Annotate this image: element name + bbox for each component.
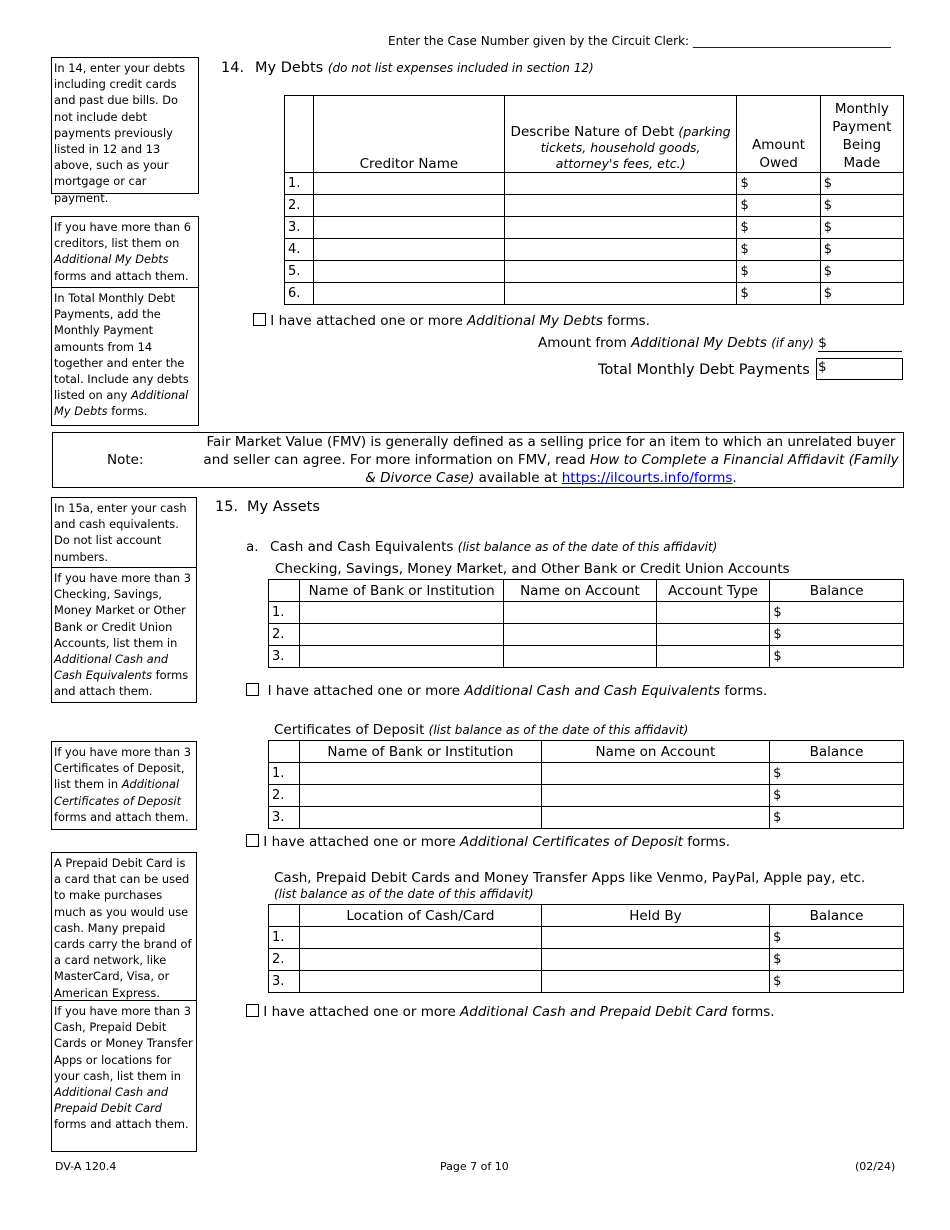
- cash-table: [268, 904, 904, 993]
- bank-name-cell[interactable]: [300, 602, 504, 624]
- cd-bank-name-cell[interactable]: [300, 807, 542, 829]
- ilcourts-link[interactable]: https://ilcourts.info/forms: [561, 470, 733, 486]
- form-date: (02/24): [855, 1160, 896, 1173]
- monthly-payment-cell[interactable]: $: [820, 261, 903, 283]
- row-number: 1.: [269, 763, 300, 785]
- table-row: [269, 807, 904, 829]
- table-row: [269, 602, 904, 624]
- case-number-line[interactable]: [388, 34, 891, 48]
- cd-balance-cell[interactable]: $: [770, 763, 904, 785]
- debt-description-cell[interactable]: [504, 173, 737, 195]
- col-amount-owed: Amount Owed: [737, 96, 820, 173]
- name-on-account-cell[interactable]: [504, 602, 657, 624]
- sidebar-note-more-cash: If you have more than 3 Cash, Prepaid Debit Cards or Money Transfer Apps or locations for your cash, list them in Additional Cash and Prepaid Debit Card forms and attach them.: [51, 1000, 197, 1152]
- bank-name-cell[interactable]: [300, 646, 504, 668]
- col-bank-name: Name of Bank or Institution: [300, 580, 504, 602]
- creditor-name-cell[interactable]: [314, 195, 505, 217]
- col-describe-debt: Describe Nature of Debt (parking tickets, household goods, attorney's fees, etc.): [504, 96, 737, 173]
- row-number: 3.: [269, 971, 300, 993]
- row-number: 6.: [285, 283, 314, 305]
- attach-bank-line: I have attached one or more Additional Cash and Cash Equivalents forms.: [246, 683, 767, 699]
- row-number: 2.: [269, 785, 300, 807]
- attach-debts-checkbox[interactable]: [253, 313, 266, 326]
- amount-from-additional-line: Amount from Additional My Debts (if any) $: [538, 335, 902, 352]
- cd-name-on-account-cell[interactable]: [541, 763, 769, 785]
- case-number-label: Enter the Case Number given by the Circuit Clerk:: [388, 34, 690, 48]
- col-location: Location of Cash/Card: [300, 905, 542, 927]
- table-row: [285, 217, 904, 239]
- table-row: [269, 927, 904, 949]
- row-number: 1.: [269, 927, 300, 949]
- sidebar-note-prepaid: A Prepaid Debit Card is a card that can be used to make purchases much as you would use cash. Many prepaid cards carry the brand of a card network, like MasterCard, Visa, or American Express.: [51, 852, 197, 1001]
- row-number: 2.: [269, 949, 300, 971]
- debt-description-cell[interactable]: [504, 261, 737, 283]
- name-on-account-cell[interactable]: [504, 624, 657, 646]
- col-cd-bank-name: Name of Bank or Institution: [300, 741, 542, 763]
- col-creditor-name: Creditor Name: [314, 96, 505, 173]
- balance-cell[interactable]: $: [770, 624, 904, 646]
- table-row: [269, 971, 904, 993]
- note-text: Fair Market Value (FMV) is generally defined as a selling price for an item to which an unrelated buyer and seller can agree. For more information on FMV, read How to Complete a Financial Affidavit (Family & Divorce Case) available at https://ilcourts.info/forms.: [203, 434, 899, 486]
- col-monthly-payment: Monthly Payment Being Made: [820, 96, 903, 173]
- sidebar-note-more-accounts: If you have more than 3 Checking, Savings, Money Market or Other Bank or Credit Union Accounts, list them in Additional Cash and Cash Equivalents forms and attach them.: [51, 567, 197, 703]
- attach-bank-checkbox[interactable]: [246, 683, 259, 696]
- section-15a-heading: a. Cash and Cash Equivalents (list balance as of the date of this affidavit): [246, 539, 718, 555]
- cash-caption: Cash, Prepaid Debit Cards and Money Transfer Apps like Venmo, PayPal, Apple pay, etc.: [274, 870, 866, 886]
- col-cd-name-on-account: Name on Account: [541, 741, 769, 763]
- cash-caption-note: (list balance as of the date of this affidavit): [274, 887, 534, 901]
- table-row: [269, 624, 904, 646]
- row-number: 5.: [285, 261, 314, 283]
- col-cash-balance: Balance: [770, 905, 904, 927]
- creditor-name-cell[interactable]: [314, 261, 505, 283]
- fmv-note-box: [52, 432, 904, 488]
- amount-owed-cell[interactable]: $: [737, 239, 820, 261]
- cd-bank-name-cell[interactable]: [300, 785, 542, 807]
- cash-balance-cell[interactable]: $: [770, 949, 904, 971]
- col-account-type: Account Type: [656, 580, 770, 602]
- table-row: [285, 239, 904, 261]
- debt-description-cell[interactable]: [504, 283, 737, 305]
- table-row: [269, 949, 904, 971]
- bank-name-cell[interactable]: [300, 624, 504, 646]
- section-14-heading: 14. My Debts (do not list expenses included in section 12): [221, 60, 594, 76]
- amount-from-additional-field[interactable]: $: [818, 335, 902, 352]
- table-row: [285, 283, 904, 305]
- debts-table: [284, 95, 904, 305]
- account-type-cell[interactable]: [656, 646, 770, 668]
- cd-caption: Certificates of Deposit (list balance as of the date of this affidavit): [274, 722, 689, 738]
- form-id: DV-A 120.4: [55, 1160, 117, 1173]
- row-number: 1.: [269, 602, 300, 624]
- creditor-name-cell[interactable]: [314, 239, 505, 261]
- debt-description-cell[interactable]: [504, 239, 737, 261]
- page-number: Page 7 of 10: [440, 1160, 509, 1173]
- note-label: Note:: [107, 452, 144, 468]
- balance-cell[interactable]: $: [770, 646, 904, 668]
- monthly-payment-cell[interactable]: $: [820, 217, 903, 239]
- debt-description-cell[interactable]: [504, 217, 737, 239]
- held-by-cell[interactable]: [541, 927, 769, 949]
- cd-balance-cell[interactable]: $: [770, 785, 904, 807]
- creditor-name-cell[interactable]: [314, 217, 505, 239]
- held-by-cell[interactable]: [541, 949, 769, 971]
- row-number: 3.: [269, 807, 300, 829]
- case-number-blank[interactable]: _________________________________: [692, 34, 891, 48]
- monthly-payment-cell[interactable]: $: [820, 239, 903, 261]
- amount-owed-cell[interactable]: $: [737, 283, 820, 305]
- debt-description-cell[interactable]: [504, 195, 737, 217]
- table-row: [285, 261, 904, 283]
- bank-accounts-table: [268, 579, 904, 668]
- amount-owed-cell[interactable]: $: [737, 261, 820, 283]
- bank-accounts-caption: Checking, Savings, Money Market, and Other Bank or Credit Union Accounts: [275, 561, 790, 577]
- amount-owed-cell[interactable]: $: [737, 217, 820, 239]
- table-row: [269, 763, 904, 785]
- sidebar-note-more-creditors: If you have more than 6 creditors, list them on Additional My Debts forms and attach them.: [51, 216, 199, 288]
- amount-owed-cell[interactable]: $: [737, 195, 820, 217]
- balance-cell[interactable]: $: [770, 602, 904, 624]
- cd-name-on-account-cell[interactable]: [541, 807, 769, 829]
- cash-location-cell[interactable]: [300, 971, 542, 993]
- col-cd-balance: Balance: [770, 741, 904, 763]
- creditor-name-cell[interactable]: [314, 173, 505, 195]
- attach-debts-line: I have attached one or more Additional My Debts forms.: [253, 313, 650, 329]
- cd-bank-name-cell[interactable]: [300, 763, 542, 785]
- cash-balance-cell[interactable]: $: [770, 927, 904, 949]
- total-debt-field[interactable]: $: [816, 358, 903, 380]
- section-15-heading: 15. My Assets: [215, 499, 320, 515]
- attach-cash-checkbox[interactable]: [246, 1004, 259, 1017]
- monthly-payment-cell[interactable]: $: [820, 283, 903, 305]
- col-name-on-account: Name on Account: [504, 580, 657, 602]
- col-balance: Balance: [770, 580, 904, 602]
- table-row: [285, 173, 904, 195]
- name-on-account-cell[interactable]: [504, 646, 657, 668]
- cash-location-cell[interactable]: [300, 927, 542, 949]
- sidebar-note-cash: In 15a, enter your cash and cash equivalents. Do not list account numbers.: [51, 497, 197, 568]
- sidebar-note-cd: If you have more than 3 Certificates of Deposit, list them in Additional Certificates of Deposit forms and attach them.: [51, 741, 197, 830]
- table-row: [269, 646, 904, 668]
- monthly-payment-cell[interactable]: $: [820, 173, 903, 195]
- attach-cd-checkbox[interactable]: [246, 834, 259, 847]
- cd-name-on-account-cell[interactable]: [541, 785, 769, 807]
- row-number: 3.: [269, 646, 300, 668]
- monthly-payment-cell[interactable]: $: [820, 195, 903, 217]
- attach-cash-line: I have attached one or more Additional Cash and Prepaid Debit Card forms.: [246, 1004, 775, 1020]
- col-held-by: Held By: [541, 905, 769, 927]
- table-row: [269, 785, 904, 807]
- total-debt-label: Total Monthly Debt Payments: [598, 362, 810, 378]
- cash-location-cell[interactable]: [300, 949, 542, 971]
- amount-owed-cell[interactable]: $: [737, 173, 820, 195]
- row-number: 1.: [285, 173, 314, 195]
- cd-table: [268, 740, 904, 829]
- cash-balance-cell[interactable]: $: [770, 971, 904, 993]
- row-number: 2.: [269, 624, 300, 646]
- creditor-name-cell[interactable]: [314, 283, 505, 305]
- sidebar-note-total-debt: In Total Monthly Debt Payments, add the Monthly Payment amounts from 14 together and enter the total. Include any debts listed on any Additional My Debts forms.: [51, 287, 199, 426]
- row-number: 2.: [285, 195, 314, 217]
- cd-balance-cell[interactable]: $: [770, 807, 904, 829]
- account-type-cell[interactable]: [656, 624, 770, 646]
- row-number: 4.: [285, 239, 314, 261]
- sidebar-note-debts: In 14, enter your debts including credit cards and past due bills. Do not include debt payments previously listed in 12 and 13 above, such as your mortgage or car payment.: [51, 57, 199, 194]
- attach-cd-line: I have attached one or more Additional Certificates of Deposit forms.: [246, 834, 730, 850]
- row-number: 3.: [285, 217, 314, 239]
- held-by-cell[interactable]: [541, 971, 769, 993]
- table-row: [285, 195, 904, 217]
- account-type-cell[interactable]: [656, 602, 770, 624]
